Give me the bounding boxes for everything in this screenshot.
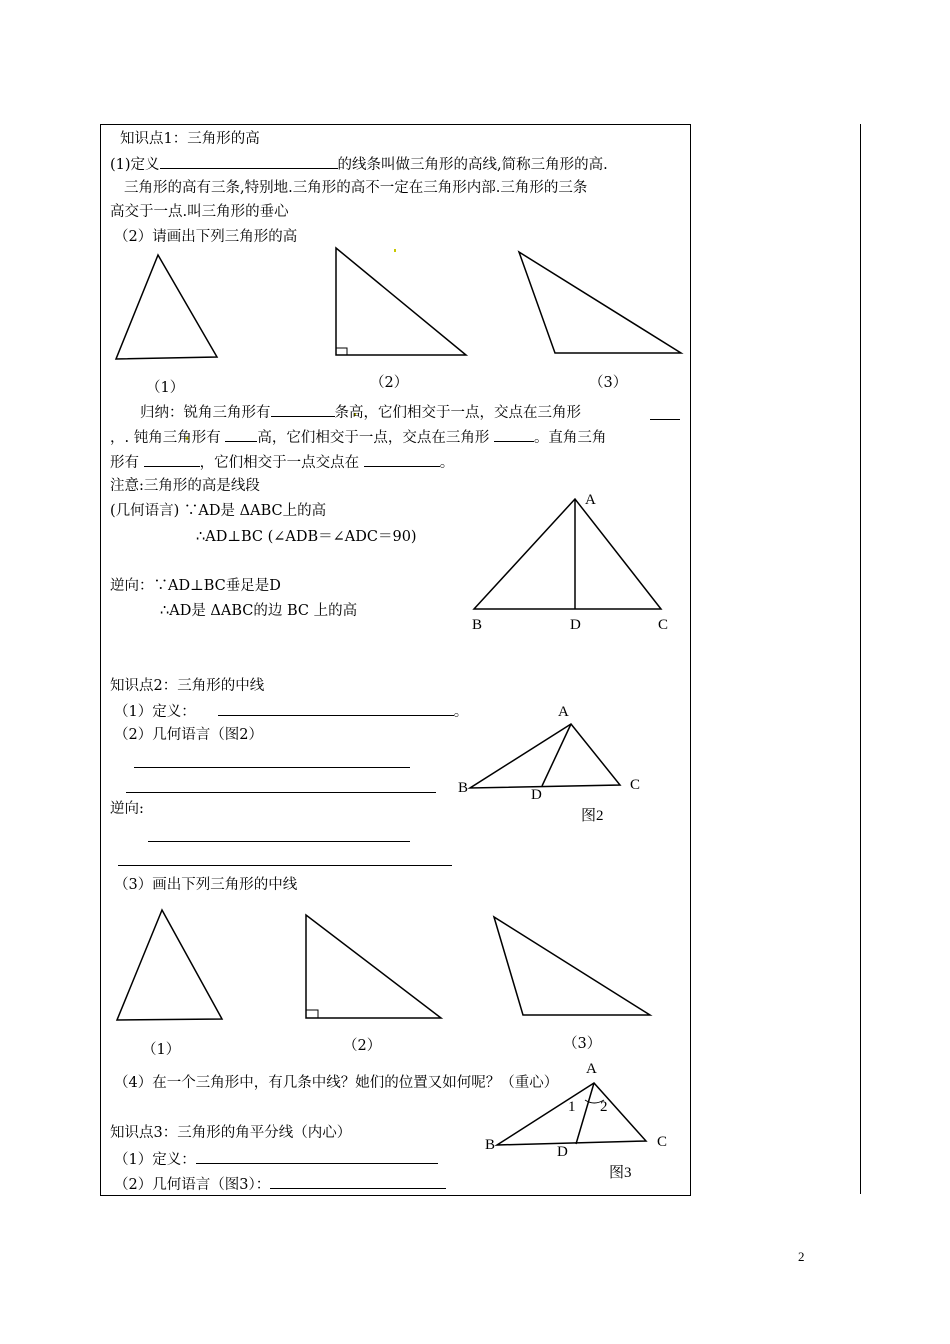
point-A: A bbox=[585, 492, 596, 508]
kp2-question: （4）在一个三角形中，有几条中线？她们的位置又如何呢？（重心） bbox=[114, 1075, 559, 1091]
blank[interactable] bbox=[126, 792, 436, 793]
kp3-title: 知识点3：三角形的角平分线（内心） bbox=[110, 1125, 352, 1141]
right-triangle-2b[interactable] bbox=[306, 915, 441, 1018]
kp1-summary-line1: 归纳：锐角三角形有 条高，它们相交于一点，交点在三角形 bbox=[140, 402, 581, 422]
kp2-converse: 逆向: bbox=[110, 801, 144, 817]
obtuse-triangle-3[interactable] bbox=[519, 252, 681, 353]
kp3-geometry: （2）几何语言（图3）： bbox=[114, 1174, 446, 1194]
kp2-fig-label-3: （3） bbox=[563, 1036, 602, 1052]
fig2-point-D: D bbox=[531, 787, 542, 803]
fig2-point-A: A bbox=[558, 704, 569, 720]
blank[interactable] bbox=[118, 865, 452, 866]
kp2-title: 知识点2：三角形的中线 bbox=[110, 678, 265, 694]
fig3-point-D: D bbox=[557, 1144, 568, 1160]
fig3-angle-1: 1 bbox=[568, 1099, 576, 1115]
kp1-draw-title: （2）请画出下列三角形的高 bbox=[114, 229, 298, 245]
fig3-angle-2: 2 bbox=[600, 1099, 608, 1115]
right-triangle-2[interactable] bbox=[336, 248, 466, 355]
kp1-summary-line2: ，. 钝角三角形有 高，它们相交于一点，交点在三角形 。直角三角 bbox=[110, 427, 606, 447]
kp2-draw-title: （3）画出下列三角形的中线 bbox=[114, 877, 298, 893]
obtuse-triangle-3b[interactable] bbox=[494, 917, 650, 1015]
point-B: B bbox=[472, 617, 483, 633]
kp2-fig-label-2: （2） bbox=[343, 1038, 382, 1054]
kp2-definition: （1）定义： 。 bbox=[114, 701, 468, 721]
kp1-title: 知识点1：三角形的高 bbox=[120, 131, 260, 147]
kp1-geometry-2: ∴AD⊥BC (∠ADB＝∠ADC＝90) bbox=[196, 529, 417, 545]
point-D: D bbox=[570, 617, 581, 633]
kp1-converse-2: ∴AD是 ΔABC的边 BC 上的高 bbox=[160, 603, 358, 619]
kp1-fig-label-2: （2） bbox=[370, 375, 409, 391]
fig2-point-B: B bbox=[458, 780, 469, 796]
kp1-converse-1: 逆向：∵AD⊥BC垂足是D bbox=[110, 578, 281, 594]
acute-triangle-1[interactable] bbox=[116, 255, 217, 359]
blank[interactable] bbox=[650, 419, 680, 420]
fig3-point-B: B bbox=[485, 1137, 496, 1153]
blank[interactable] bbox=[148, 841, 410, 842]
altitude-figure-triangle bbox=[474, 499, 661, 609]
kp2-geometry: （2）几何语言（图2） bbox=[114, 727, 263, 743]
fig2-point-C: C bbox=[630, 777, 641, 793]
kp2-fig-label-1: （1） bbox=[142, 1042, 181, 1058]
kp1-definition: (1)定义 的线条叫做三角形的高线,简称三角形的高. bbox=[110, 154, 608, 174]
point-C: C bbox=[658, 617, 669, 633]
page-number: 2 bbox=[798, 1249, 805, 1264]
kp3-definition: （1）定义： bbox=[114, 1149, 438, 1169]
blank[interactable] bbox=[134, 767, 410, 768]
fig3-point-C: C bbox=[657, 1134, 668, 1150]
fig3-point-A: A bbox=[586, 1061, 597, 1077]
kp1-note: 注意:三角形的高是线段 bbox=[110, 478, 260, 494]
fig3-caption: 图3 bbox=[609, 1165, 632, 1181]
kp1-geometry-1: (几何语言) ∵AD是 ΔABC上的高 bbox=[110, 503, 327, 519]
fig2-caption: 图2 bbox=[581, 808, 604, 824]
kp1-fig-label-3: （3） bbox=[589, 375, 628, 391]
kp1-summary-line3: 形有 ，它们相交于一点交点在 。 bbox=[110, 452, 454, 472]
acute-triangle-1b[interactable] bbox=[117, 910, 222, 1020]
kp1-fig-label-1: （1） bbox=[146, 380, 185, 396]
kp1-para-line1: 三角形的高有三条,特别地.三角形的高不一定在三角形内部.三角形的三条 bbox=[124, 180, 588, 196]
kp1-para-line2: 高交于一点.叫三角形的垂心 bbox=[110, 204, 289, 220]
